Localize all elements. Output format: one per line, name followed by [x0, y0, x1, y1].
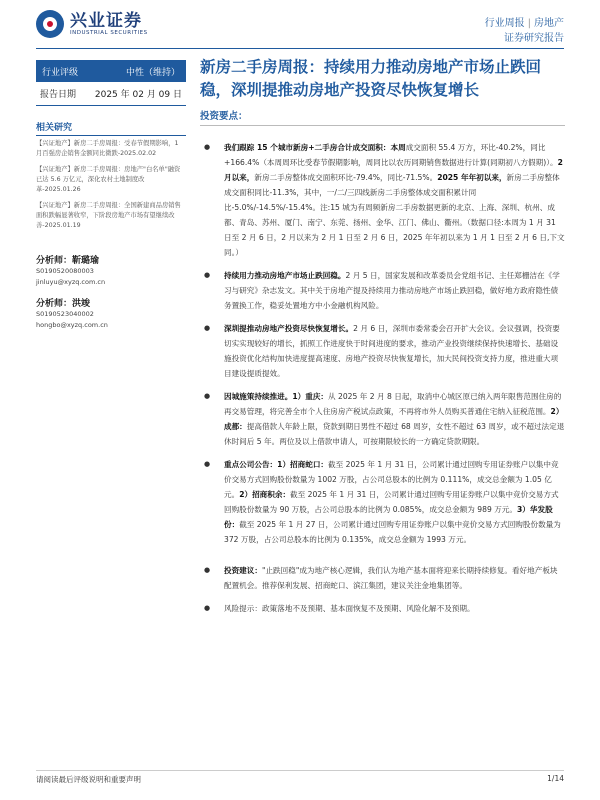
related-divider	[36, 135, 186, 136]
company-logo	[36, 10, 148, 38]
bullet-bold: 2）招商积余：	[239, 490, 291, 499]
bullet-bold: 3）华发股份：	[224, 505, 553, 529]
bullet-text: 新房二手房整体成交面积同比-11.3%，其中，一/二/三四线新房二手房整体成交面积累计同比-5.0%/-14.5%/-15.4%。注:15 城为有周频新房二手房数据更新的北京、上海、深圳、杭州、成都、青岛、苏州、厦门、南宁、东莞、扬州、金华、江门、佛山、衢州。（数据口径:本周为 1 月 31 日至 2 月 6 日，2 月以来为 2 月 1 日至 2 月 6 日，2025 年年初以来为 1 月 1 日至 2 月 6 日,下文同。）	[224, 173, 565, 257]
bullet-bold: 投资建议：	[224, 566, 262, 575]
report-date	[36, 82, 186, 106]
bullet-text: 截至 2025 年 1 月 27 日，公司累计通过回购专用证券账户以集中竞价交易方式回购股份数量为 372 万股，占公司总股本的比例为 0.135%，成交总金额为 1993 万元。	[224, 520, 561, 544]
bullet-bold: 我们跟踪 15 个城市新房+二手房合计成交面积：本周	[224, 143, 406, 152]
report-title: 新房二手房周报：持续用力推动房地产市场止跌回稳，深圳提推动房地产投资尽快恢复增长	[200, 58, 542, 99]
analyst-block	[36, 296, 186, 331]
page-footer	[36, 770, 564, 785]
main-content	[200, 56, 565, 624]
bullet-bold: 2）成都：	[224, 407, 564, 431]
bullet-text: 新房二手房整体成交面积环比-79.4%，同比-71.5%。	[254, 173, 438, 182]
bullet-shenzhen-investment	[200, 321, 565, 381]
bullet-text: 提高借款人年龄上限，贷款到期日男性不超过 68 周岁，女性不超过 63 周岁，或不超过法定退休时间后 5 年。两位及以上借款申请人，可按期限较长的一方确定贷款期限。	[224, 422, 565, 446]
date-label: 报告日期	[40, 90, 77, 100]
bullet-bold: 因城施策持续推进。1）重庆：	[224, 392, 329, 401]
related-report-link[interactable]: 【兴证地产】新房二手房周报：全国新建商品房销售面积跌幅显著收窄，下阶段房地产市场有望继续改善-2025.01.19	[36, 202, 181, 229]
industry-rating	[36, 60, 186, 82]
bullet-text: 截至 2025 年 1 月 31 日，公司累计通过回购专用证券账户以集中竞价交易方式回购股份数量为 90 万股，占公司总股本的比例为 0.085%，成交总金额为 989 万元。	[224, 490, 559, 514]
analyst-block	[36, 253, 186, 288]
related-report-link[interactable]: 【兴证地产】新房二手房周报：受春节假期影响，1 月百强房企销售金额同比微跌-2025.02.02	[36, 140, 179, 157]
date-value: 2025 年 02 月 09 日	[94, 90, 182, 100]
rating-value: 中性（维持）	[125, 67, 180, 78]
related-research-title: 相关研究	[36, 123, 73, 133]
bullet-text: 2 月 5 日，国家发展和改革委员会党组书记、主任郑栅洁在《学习与研究》杂志发文。其中关于房地产提及持续用力推动房地产市场止跌回稳，做好地方政府隐性债务置换工作，稳妥处置地方中小金融机构风险。	[224, 271, 560, 310]
bullet-transaction-volume	[200, 140, 565, 260]
bullet-risk-warning	[200, 601, 565, 616]
tag-research: 证券研究报告	[504, 33, 564, 44]
bullet-investment-advice	[200, 563, 565, 593]
page-number: 1/14	[547, 774, 564, 783]
bullet-text: 风险提示：政策落地不及预期、基本面恢复不及预期、风险化解不及预期。	[224, 604, 475, 613]
bullet-text: "止跌回稳"成为地产核心逻辑，我们认为地产基本面将迎来长期持续修复。看好地产板块配置机会。推荐保利发展、招商蛇口、滨江集团，建议关注金地集团等。	[224, 566, 558, 590]
key-points-list	[200, 140, 565, 616]
bullet-text: 2 月 6 日，深圳市委常委会召开扩大会议。会议强调，投资要切实实现较好的增长，抓照工作进度快于时间进度的要求，推动产业投资继续保持快速增长、基础设施投资优化结构加快进度提高速度、房地产投资尽快恢复增长，加大民间投资支持力度，推进重大项目建设提质提效。	[224, 324, 560, 378]
analyst-email[interactable]: jinluyu@xyzq.com.cn	[36, 278, 106, 286]
logo-name-cn: 兴业证券	[70, 10, 142, 31]
analyst-cert: S0190520080003	[36, 267, 94, 275]
bullet-bold: 2 月以来，	[224, 158, 563, 182]
bullet-city-policy	[200, 389, 565, 449]
sidebar	[36, 60, 186, 331]
logo-mark-icon	[36, 10, 64, 38]
analyst-email[interactable]: hongbo@xyzq.com.cn	[36, 321, 108, 329]
bullet-text: 截至 2025 年 1 月 31 日，公司累计通过回购专用证券账户以集中竞价交易方式回购股份数量为 1002 万股，占公司总股本的比例为 0.111%，成交总金额为 1.05 亿元。	[224, 460, 559, 499]
analyst-name: 分析师：靳璐瑜	[36, 256, 100, 266]
bullet-text: 成交面积 55.4 万方，环比-40.2%，同比+166.4%（本周周环比受春节假期影响，周同比以农历同期销售数据进行计算(同期初八方假期)）。	[224, 143, 558, 167]
rating-label: 行业评级	[42, 67, 79, 78]
analyst-name: 分析师：洪竣	[36, 299, 91, 309]
bullet-market-stabilize	[200, 268, 565, 313]
logo-name-en: INDUSTRIAL SECURITIES	[70, 29, 148, 36]
bullet-bold: 重点公司公告：1）招商蛇口：	[224, 460, 329, 469]
footer-disclaimer[interactable]: 请阅读最后评级说明和重要声明	[36, 775, 141, 784]
bullet-bold: 深圳提推动房地产投资尽快恢复增长。	[224, 324, 354, 333]
report-type-tags	[485, 16, 564, 46]
analyst-cert: S0190523040002	[36, 310, 94, 318]
header-divider	[36, 48, 564, 49]
bullet-company-announcements	[200, 457, 565, 547]
bullet-bold: 持续用力推动房地产市场止跌回稳。	[224, 271, 346, 280]
key-points-divider	[200, 125, 565, 126]
bullet-text: 从 2025 年 2 月 8 日起，取消中心城区原已纳入两年限售范围住房的再交易管理，将完善全市个人住房房产税试点政策，不再将市外人员购买普通住宅纳入征税范围。	[224, 392, 562, 416]
tag-sector: 房地产	[534, 18, 564, 29]
key-points-heading: 投资要点：	[200, 111, 248, 122]
tag-weekly: 行业周报	[484, 18, 525, 29]
bullet-bold: 2025 年年初以来，	[437, 173, 507, 182]
related-report-link[interactable]: 【兴证地产】新房二手房周报：房地产"白名单"融资已达 5.6 万亿元，深化农村土地制度改革-2025.01.26	[36, 166, 181, 193]
tag-separator: |	[527, 18, 531, 29]
